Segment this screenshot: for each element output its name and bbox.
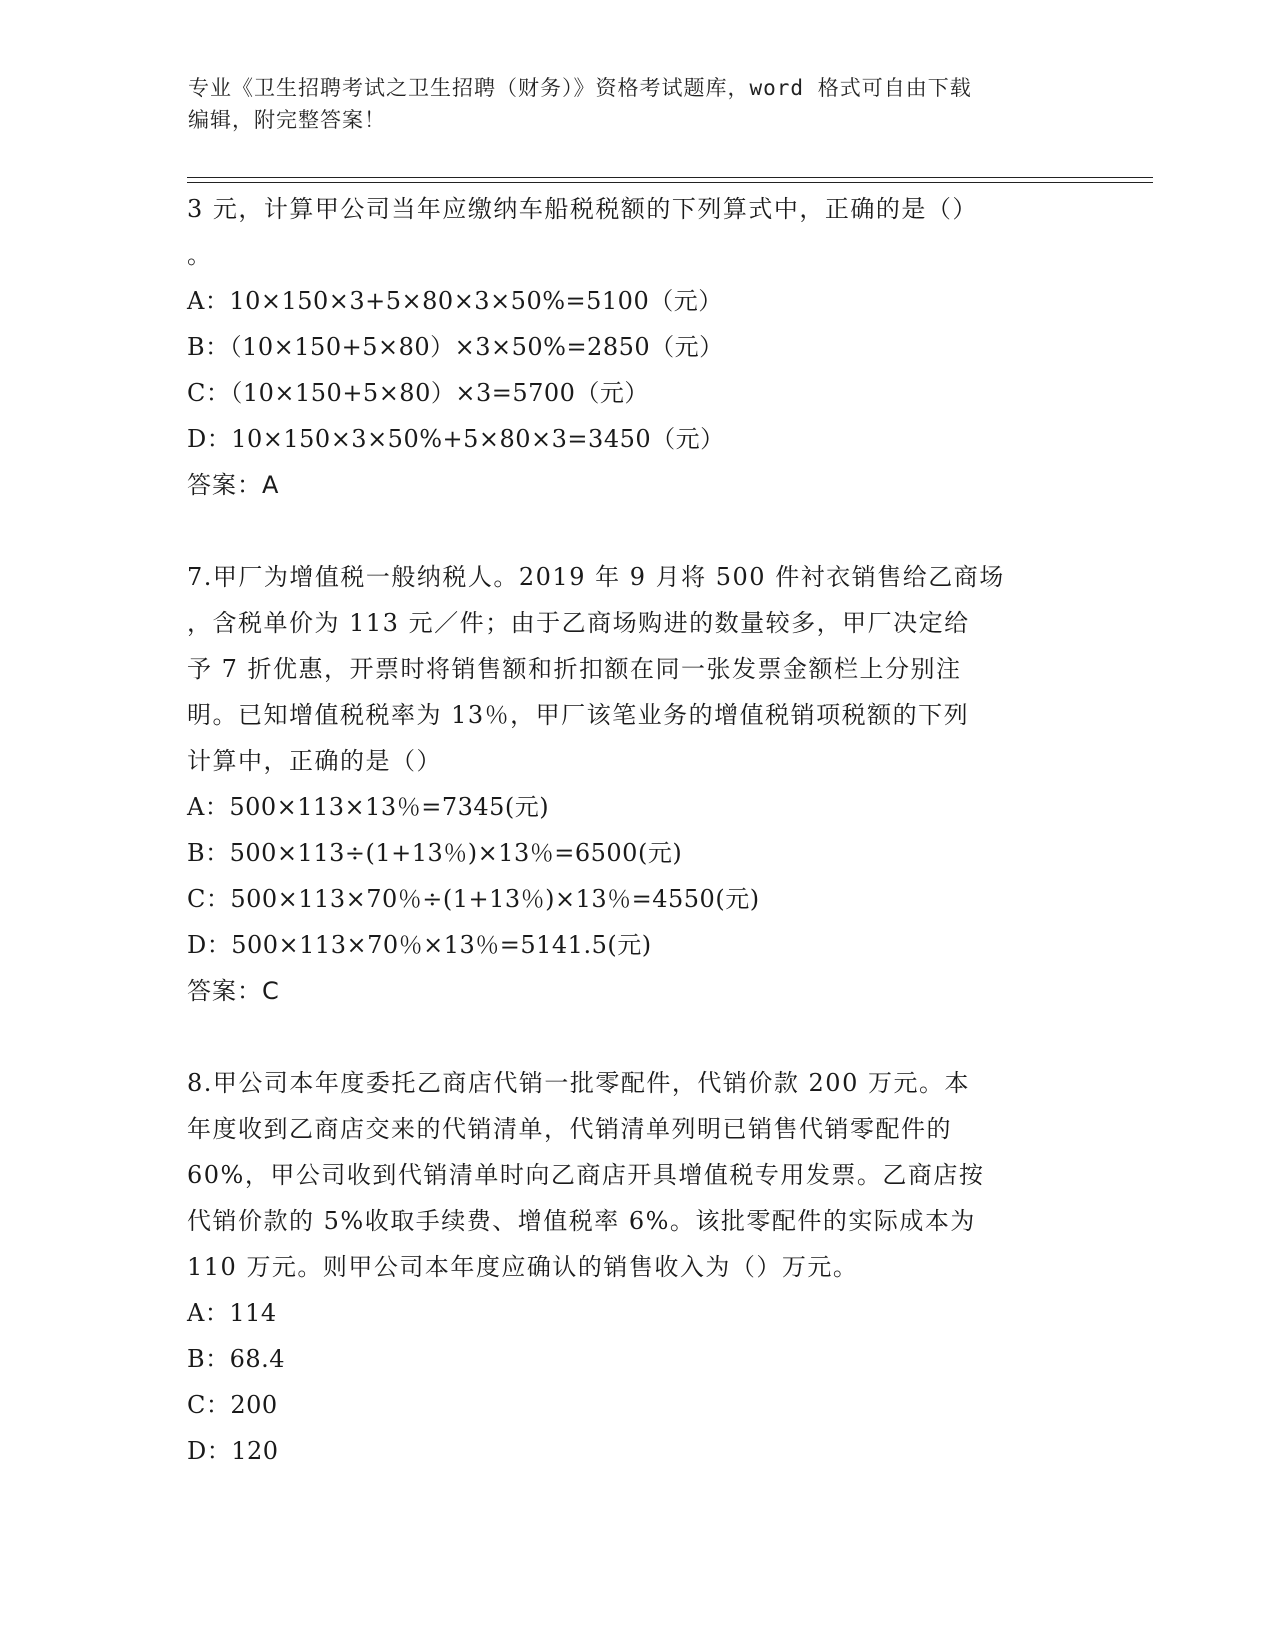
question-7 (187, 554, 1087, 1014)
option-d: D：500×113×70％×13％=5141.5(元) (187, 931, 652, 959)
option-a: A：114 (187, 1299, 277, 1327)
document-body (187, 186, 1087, 1474)
option-b: B：500×113÷(1+13％)×13％=6500(元) (187, 839, 683, 867)
question-text-line: 明。已知增值税税率为 13％，甲厂该笔业务的增值税销项税额的下列 (187, 701, 970, 729)
option-d: D：120 (187, 1437, 279, 1465)
question-text-line: 60%，甲公司收到代销清单时向乙商店开具增值税专用发票。乙商店按 (187, 1161, 985, 1189)
question-text-line: ，含税单价为 113 元／件；由于乙商场购进的数量较多，甲厂决定给 (187, 609, 970, 637)
option-c: C：200 (187, 1391, 278, 1419)
question-text-line: 计算中，正确的是（） (187, 747, 442, 775)
option-b: B：（10×150+5×80）×3×50%=2850（元） (187, 333, 724, 361)
question-text-line: 3 元，计算甲公司当年应缴纳车船税税额的下列算式中，正确的是（） (187, 195, 978, 223)
spacer (187, 508, 1087, 554)
document-header (188, 72, 1078, 136)
spacer (187, 1014, 1087, 1060)
question-8 (187, 1060, 1087, 1474)
header-line-2: 编辑，附完整答案！ (188, 108, 386, 132)
question-prev (187, 186, 1087, 508)
header-rule-top (187, 177, 1153, 178)
answer-label: 答案：C (187, 977, 280, 1005)
question-text-line: 8.甲公司本年度委托乙商店代销一批零配件，代销价款 200 万元。本 (187, 1069, 970, 1097)
question-text-line: 年度收到乙商店交来的代销清单，代销清单列明已销售代销零配件的 (187, 1115, 952, 1143)
question-text-line: 。 (187, 241, 213, 269)
option-c: C：500×113×70％÷(1+13％)×13％=4550(元) (187, 885, 760, 913)
answer-label: 答案：A (187, 471, 280, 499)
question-text-line: 予 7 折优惠，开票时将销售额和折扣额在同一张发票金额栏上分别注 (187, 655, 962, 683)
question-text-line: 代销价款的 5%收取手续费、增值税率 6%。该批零配件的实际成本为 (187, 1207, 976, 1235)
option-c: C：（10×150+5×80）×3=5700（元） (187, 379, 649, 407)
header-rule-bottom (187, 182, 1153, 183)
option-a: A：500×113×13％=7345(元) (187, 793, 550, 821)
question-text-line: 7.甲厂为增值税一般纳税人。2019 年 9 月将 500 件衬衣销售给乙商场 (187, 563, 1005, 591)
option-a: A：10×150×3+5×80×3×50%=5100（元） (187, 287, 723, 315)
question-text-line: 110 万元。则甲公司本年度应确认的销售收入为（）万元。 (187, 1253, 859, 1281)
option-b: B：68.4 (187, 1345, 286, 1373)
header-line-1: 专业《卫生招聘考试之卫生招聘（财务）》资格考试题库，word 格式可自由下载 (188, 76, 972, 100)
option-d: D：10×150×3×50%+5×80×3=3450（元） (187, 425, 725, 453)
